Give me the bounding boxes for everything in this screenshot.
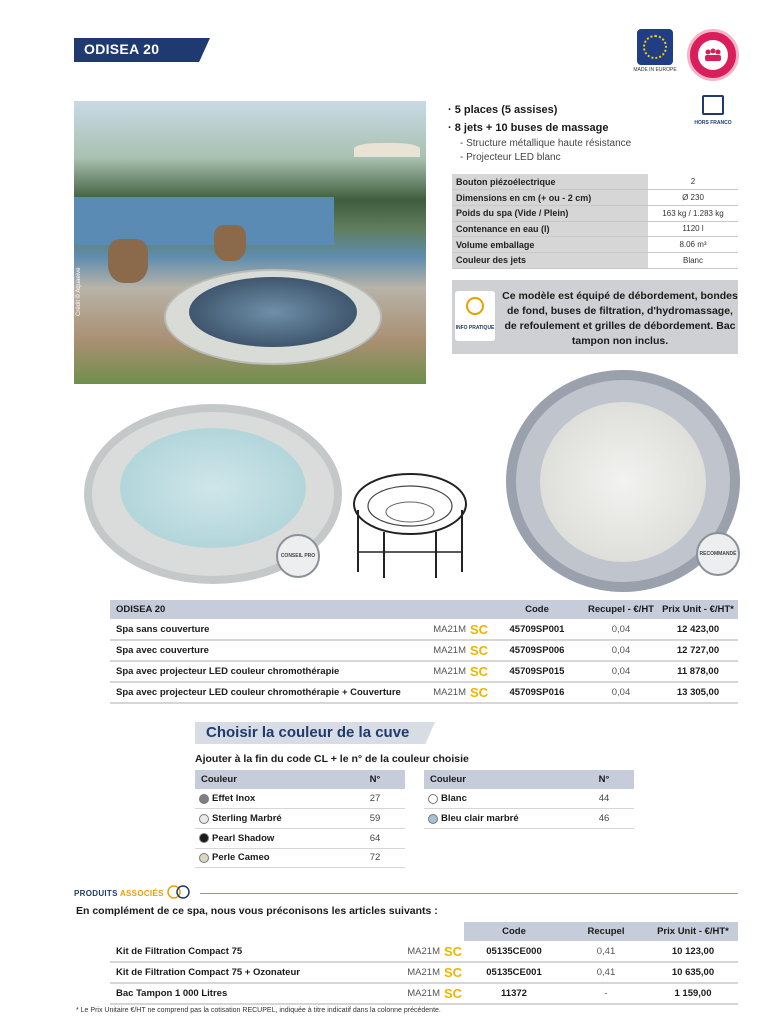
related-intro: En complément de ce spa, nous vous préconisons les articles suivants :	[76, 905, 438, 917]
color-table-right: Couleur N° Blanc 44 Bleu clair marbré 46	[424, 770, 634, 829]
spec-row: Poids du spa (Vide / Plein) 163 kg / 1.283 kg	[452, 205, 738, 221]
color-row: Pearl Shadow 64	[195, 828, 405, 848]
swatch-icon	[199, 794, 209, 804]
table-row: Spa sans couverture MA21M SC 45709SP001 0,04 12 423,00	[110, 619, 738, 640]
rings-icon	[166, 885, 192, 899]
spec-row: Couleur des jets Blanc	[452, 252, 738, 268]
related-label: PRODUITS ASSOCIÉS	[74, 889, 164, 898]
swatch-icon	[199, 833, 209, 843]
made-in-label: MADE IN EUROPE	[633, 67, 677, 73]
price-table: ODISEA 20 Code Recupel - €/HT Prix Unit - €/HT* Spa sans couverture MA21M SC 45709SP001 0,04 12 423,00 Spa avec couverture MA21M SC 45709SP006 0,04 12 727,00 Spa avec projecteur LED couleur chromothérapie MA21M SC 45709SP015 0,04 11 878,00 Spa avec projecteur LED couleur chromothérapie + Couverture MA21M SC 45709SP016 0,04 13 305,00	[110, 600, 738, 704]
footnote: * Le Prix Unitaire €/HT ne comprend pas la cotisation RECUPEL, indiquée à titre indicatif dans la colonne précédente.	[76, 1007, 441, 1014]
swatch-icon	[428, 814, 438, 824]
feature-jets: · 8 jets + 10 buses de massage	[448, 122, 609, 134]
color-row: Bleu clair marbré 46	[424, 809, 634, 829]
conseil-pro-badge	[687, 29, 739, 81]
color-row: Blanc 44	[424, 789, 634, 809]
page-title: ODISEA 20	[84, 41, 160, 57]
photo-credit: Crédit © Aquaeive	[76, 267, 82, 316]
table-row: Spa avec projecteur LED couleur chromothérapie + Couverture MA21M SC 45709SP016 0,04 13 305,00	[110, 682, 738, 703]
spec-row: Dimensions en cm (+ ou - 2 cm) Ø 230	[452, 190, 738, 206]
specs-table	[452, 174, 738, 269]
table-row: Spa avec couverture MA21M SC 45709SP006 0,04 12 727,00	[110, 640, 738, 661]
conseil-pro-stamp: CONSEIL PRO	[276, 534, 320, 578]
color-section-subtitle: Ajouter à la fin du code CL + le n° de la couleur choisie	[195, 753, 469, 765]
spa-photo	[74, 101, 426, 384]
spec-row: Contenance en eau (l) 1120 l	[452, 221, 738, 237]
people-icon	[698, 40, 728, 70]
spec-row: Volume emballage 8.06 m³	[452, 237, 738, 253]
spa-frame-diagram	[350, 462, 470, 582]
table-row: Spa avec projecteur LED couleur chromothérapie MA21M SC 45709SP015 0,04 11 878,00	[110, 661, 738, 682]
color-row: Sterling Marbré 59	[195, 809, 405, 829]
conseil-pro-stamp: RECOMMANDÉ	[696, 532, 740, 576]
table-row: Kit de Filtration Compact 75 MA21M SC 05135CE000 0,41 10 123,00	[110, 941, 738, 962]
swatch-icon	[428, 794, 438, 804]
feature-led: - Projecteur LED blanc	[460, 152, 561, 163]
color-table-left: Couleur N° Effet Inox 27 Sterling Marbré 59 Pearl Shadow 64 Perle Cameo 72	[195, 770, 405, 868]
feature-places: · 5 places (5 assises)	[448, 104, 558, 116]
info-text: Ce modèle est équipé de débordement, bondes de fond, buses de filtration, d'hydromassage, de refoulement et grilles de débordement. Bac tampon non inclus.	[502, 290, 738, 347]
lightbulb-icon	[455, 291, 495, 341]
info-label: INFO PRATIQUE	[455, 325, 495, 331]
divider	[200, 893, 738, 894]
color-row: Perle Cameo 72	[195, 848, 405, 868]
box-icon	[702, 95, 724, 115]
table-row: Kit de Filtration Compact 75 + Ozonateur MA21M SC 05135CE001 0,41 10 635,00	[110, 962, 738, 983]
related-table: Code Recupel Prix Unit - €/HT* Kit de Filtration Compact 75 MA21M SC 05135CE000 0,41 10 123,00 Kit de Filtration Compact 75 + Ozonateur MA21M SC 05135CE001 0,41 10 635,00 Bac Tampon 1 000 Litres MA21M SC 11372 - 1 159,00	[110, 922, 738, 1005]
feature-structure: - Structure métallique haute résistance	[460, 138, 632, 149]
swatch-icon	[199, 814, 209, 824]
hors-franco-label: HORS FRANCO	[694, 120, 732, 126]
spec-row: Bouton piézoélectrique 2	[452, 174, 738, 190]
color-section-title: Choisir la couleur de la cuve	[206, 724, 410, 741]
table-row: Bac Tampon 1 000 Litres MA21M SC 11372 - 1 159,00	[110, 983, 738, 1004]
swatch-icon	[199, 853, 209, 863]
eu-flag-icon	[637, 29, 673, 65]
color-row: Effet Inox 27	[195, 789, 405, 809]
